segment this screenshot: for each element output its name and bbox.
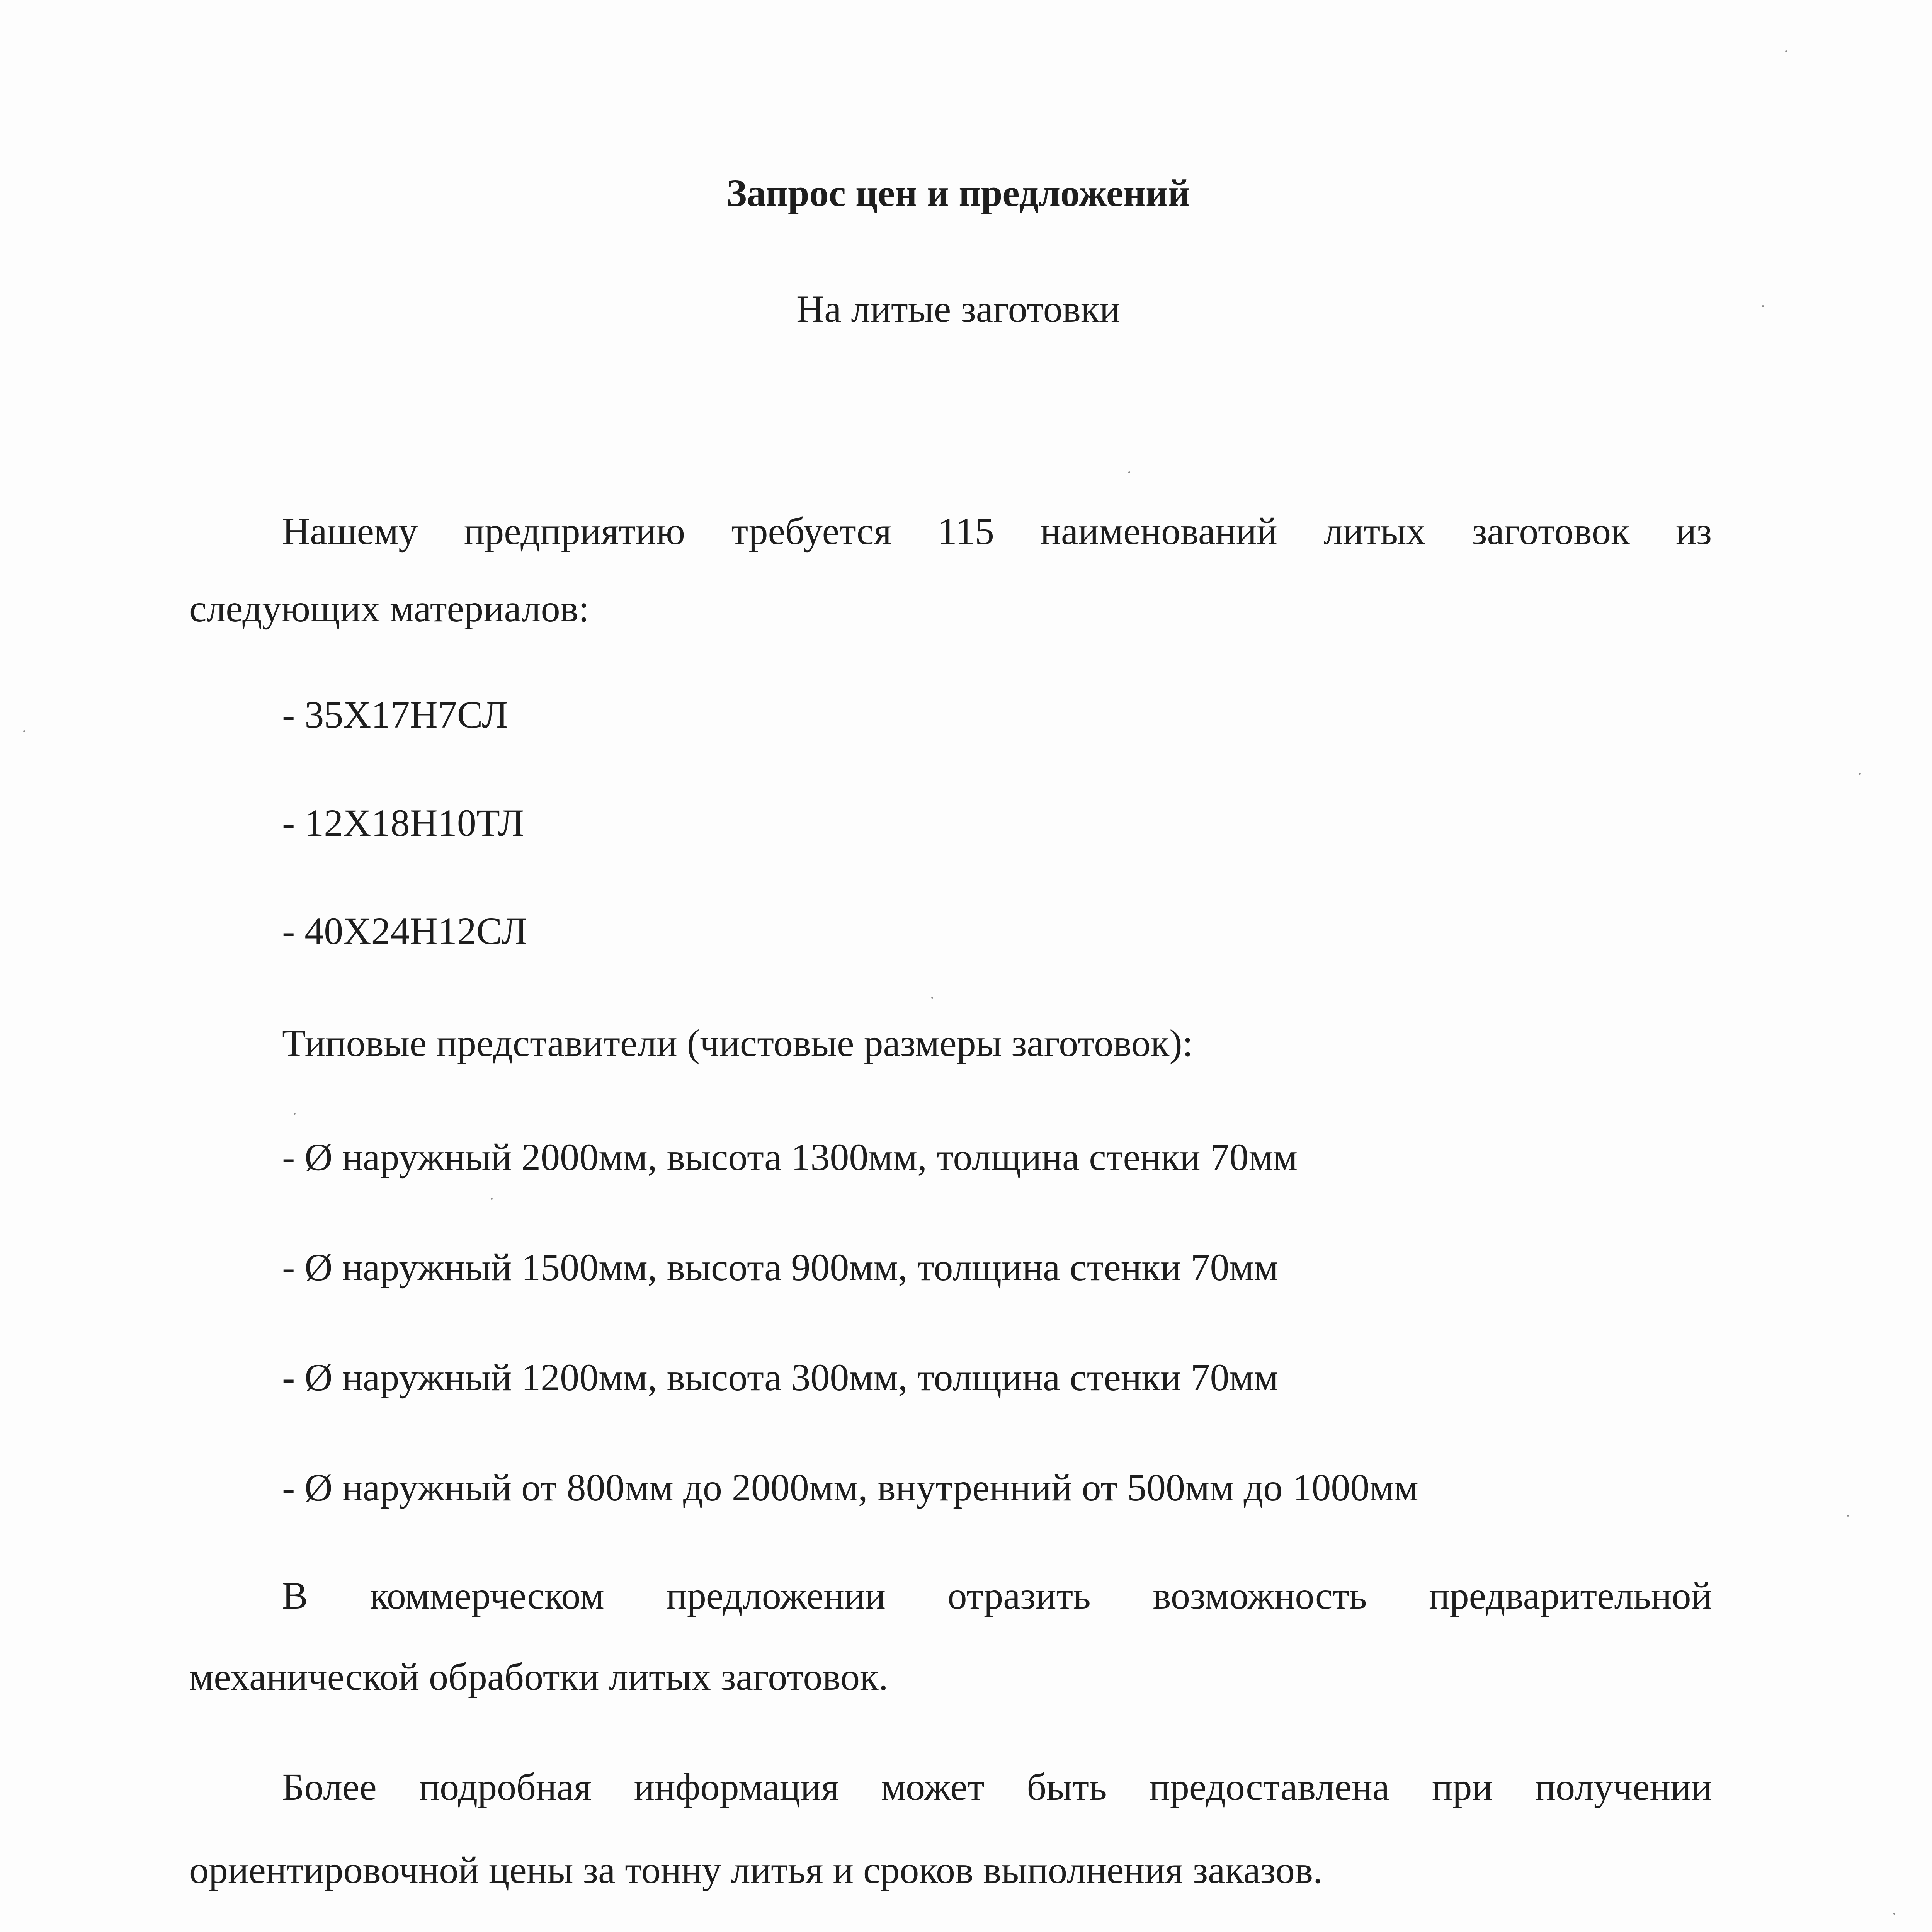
typical-item: - Ø наружный 1500мм, высота 900мм, толщина стенки 70мм bbox=[282, 1246, 1279, 1289]
document-subtitle: На литые заготовки bbox=[796, 287, 1121, 330]
scan-speck bbox=[1847, 1515, 1849, 1517]
intro-line-2: следующих материалов: bbox=[189, 587, 589, 630]
commercial-line-1: В коммерческом предложении отразить возможность предварительной bbox=[282, 1574, 1712, 1617]
scan-speck bbox=[491, 1198, 493, 1200]
scan-speck bbox=[1128, 471, 1130, 473]
scan-speck bbox=[23, 730, 25, 732]
material-item: - 12Х18Н10ТЛ bbox=[282, 801, 524, 844]
material-item: - 40Х24Н12СЛ bbox=[282, 910, 527, 952]
intro-line-1: Нашему предприятию требуется 115 наименований литых заготовок из bbox=[282, 510, 1712, 553]
commercial-line-2: механической обработки литых заготовок. bbox=[189, 1655, 888, 1698]
material-item: - 35Х17Н7СЛ bbox=[282, 693, 508, 736]
scan-speck bbox=[931, 997, 933, 999]
typical-item: - Ø наружный от 800мм до 2000мм, внутренний от 500мм до 1000мм bbox=[282, 1466, 1418, 1509]
scan-speck bbox=[1762, 305, 1764, 307]
scan-speck bbox=[1859, 773, 1861, 775]
scan-speck bbox=[1785, 50, 1787, 52]
typical-item: - Ø наружный 2000мм, высота 1300мм, толщина стенки 70мм bbox=[282, 1136, 1298, 1179]
scan-speck bbox=[1893, 1913, 1895, 1915]
more-info-line-2: ориентировочной цены за тонну литья и сроков выполнения заказов. bbox=[189, 1849, 1323, 1891]
document-title: Запрос цен и предложений bbox=[726, 172, 1190, 214]
typical-item: - Ø наружный 1200мм, высота 300мм, толщина стенки 70мм bbox=[282, 1356, 1279, 1399]
more-info-line-1: Более подробная информация может быть предоставлена при получении bbox=[282, 1765, 1712, 1808]
typical-heading: Типовые представители (чистовые размеры заготовок): bbox=[282, 1022, 1193, 1065]
scan-speck bbox=[294, 1113, 296, 1115]
